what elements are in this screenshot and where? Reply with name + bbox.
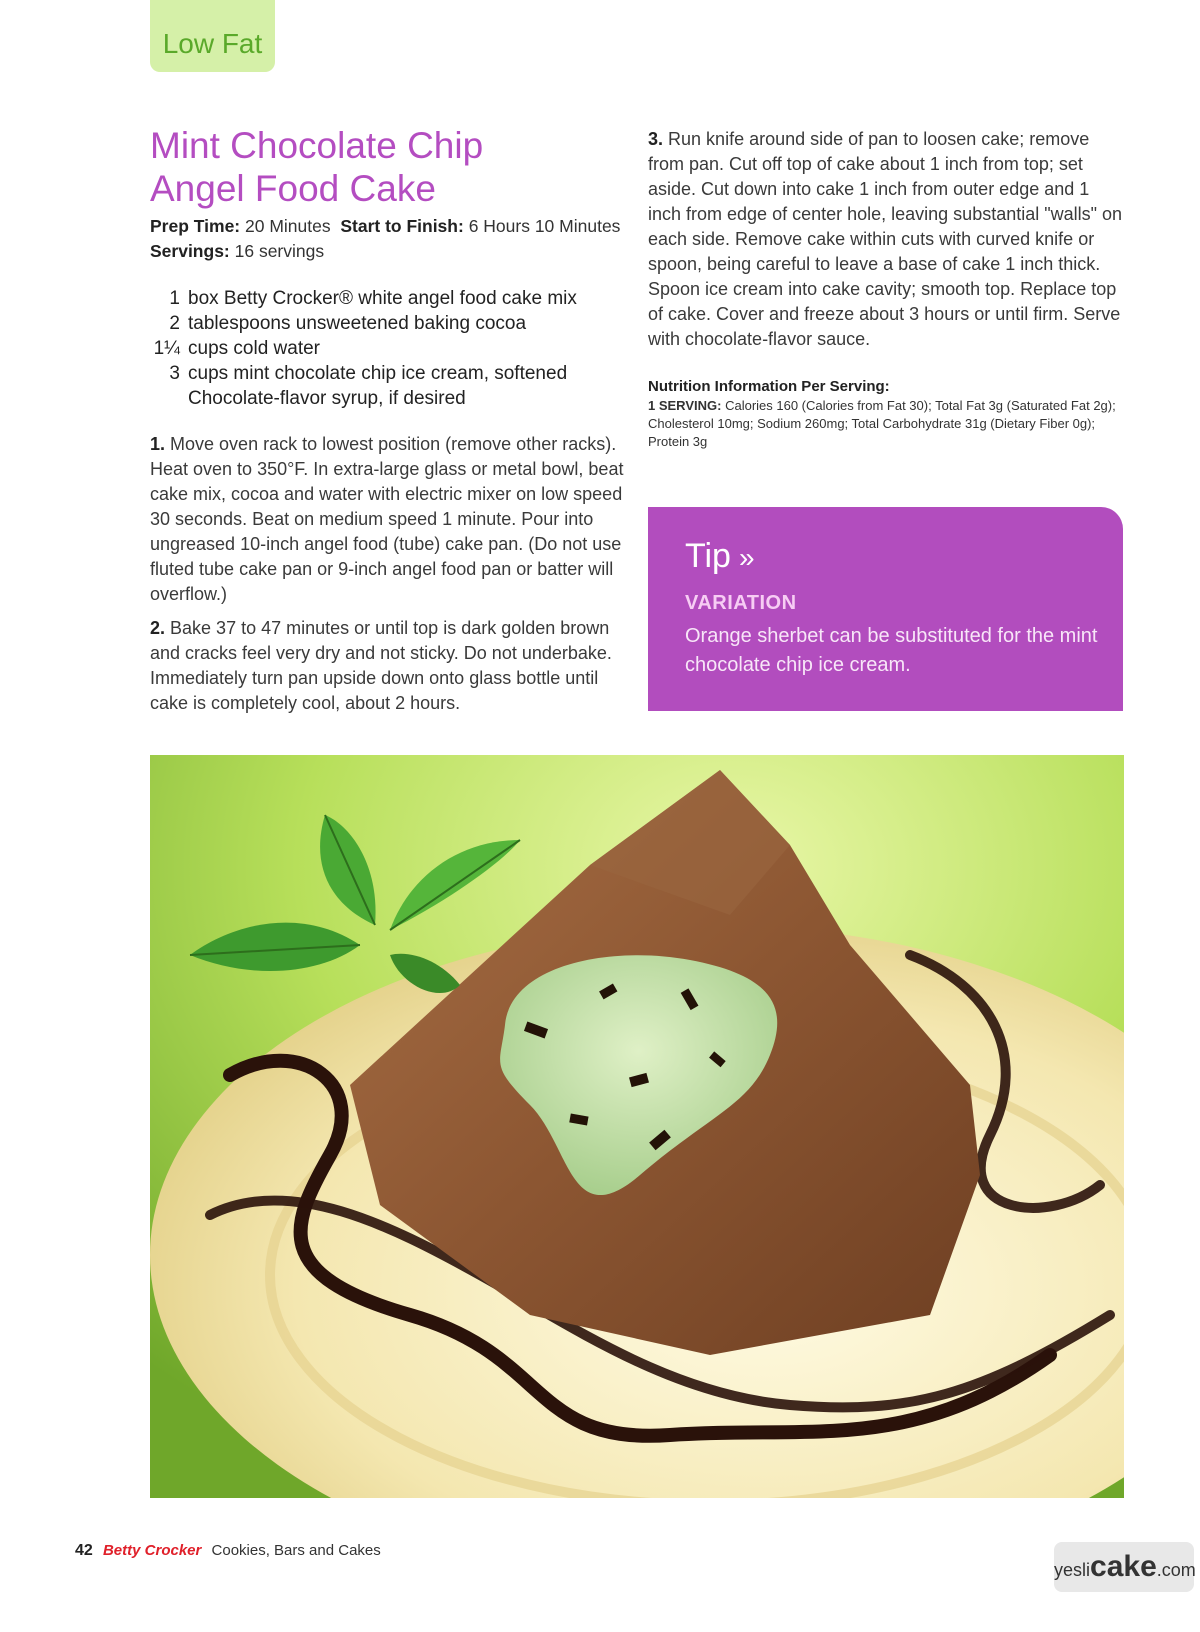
direction-step: [150, 616, 625, 716]
ingredient-text: box Betty Crocker® white angel food cake mix: [188, 288, 577, 309]
ingredient-text: tablespoons unsweetened baking cocoa: [188, 313, 527, 334]
tip-text: Orange sherbet can be substituted for the mint chocolate chip ice cream.: [685, 625, 1098, 676]
ingredient-text: cups cold water: [188, 338, 321, 359]
nutrition-heading: Nutrition Information Per Serving:: [648, 378, 890, 395]
ingredient-item: [150, 336, 620, 361]
ingredients-list: [150, 286, 620, 411]
recipe-title-line1: Mint Chocolate Chip: [150, 125, 484, 166]
step-text: Bake 37 to 47 minutes or until top is dark golden brown and cracks feel very dry and not sticky. Do not underbake. Immediately turn pan upside down onto glass bottle until cake is completely cool, about 2 hours.: [150, 618, 612, 713]
start-to-finish-label: Start to Finish:: [340, 216, 464, 236]
page-footer: [75, 1542, 381, 1560]
ingredient-qty: 2: [169, 313, 180, 334]
ingredient-item: [150, 361, 620, 386]
watermark-prefix: yesli: [1054, 1560, 1091, 1580]
prep-time-label: Prep Time:: [150, 216, 241, 236]
recipe-title-line2: Angel Food Cake: [150, 168, 436, 209]
servings-label: Servings:: [150, 241, 230, 261]
nutrition-info: [648, 378, 1118, 451]
cake-photo: [150, 755, 1124, 1498]
direction-step: [648, 127, 1123, 352]
watermark-logo: [1054, 1542, 1194, 1592]
double-chevron-right-icon: »: [738, 542, 755, 573]
step-number: 2.: [150, 618, 166, 638]
directions-left-column: [150, 432, 625, 725]
nutrition-text: Calories 160 (Calories from Fat 30); Total Fat 3g (Saturated Fat 2g); Cholesterol 10mg; Sodium 260mg; Total Carbohydrate 31g (Dietary Fiber 0g); Protein 3g: [648, 398, 1116, 449]
step-text: Move oven rack to lowest position (remove other racks). Heat oven to 350°F. In extra-large glass or metal bowl, beat cake mix, cocoa and water with electric mixer on low speed 30 seconds. Beat on medium speed 1 minute. Pour into ungreased 10-inch angel food (tube) cake pan. (Do not use fluted tube cake pan or 9-inch angel food pan or batter will overflow.): [150, 434, 624, 604]
book-title: Cookies, Bars and Cakes: [211, 1542, 381, 1559]
prep-time-value: 20 Minutes: [245, 216, 331, 236]
nutrition-serving-label: 1 SERVING:: [648, 398, 722, 413]
recipe-meta: [150, 214, 630, 264]
ingredient-qty: 1: [169, 288, 180, 309]
ingredient-qty: 1¼: [153, 338, 180, 359]
ingredient-item: [150, 286, 620, 311]
step-number: 1.: [150, 434, 166, 454]
watermark-big: cake: [1090, 1550, 1157, 1583]
directions-right-column: [648, 127, 1123, 361]
tip-variation-label: VARIATION: [685, 592, 797, 614]
ingredient-text: cups mint chocolate chip ice cream, softened: [188, 363, 568, 384]
ingredient-qty: 3: [169, 363, 180, 384]
start-to-finish-value: 6 Hours 10 Minutes: [468, 216, 621, 236]
tip-title: [685, 537, 755, 576]
page-number: 42: [75, 1542, 93, 1559]
tip-title-text: Tip: [685, 537, 731, 575]
watermark-suffix: .com: [1156, 1560, 1196, 1580]
ingredient-qty: [150, 386, 188, 411]
step-text: Run knife around side of pan to loosen cake; remove from pan. Cut off top of cake about 1 inch from top; set aside. Cut down into cake 1 inch from outer edge and 1 inch from edge of center hole, leaving substantial "walls" on each side. Remove cake within cuts with curved knife or spoon, being careful to leave a base of cake 1 inch thick. Spoon ice cream into cake cavity; smooth top. Replace top of cake. Cover and freeze about 3 hours or until firm. Serve with chocolate-flavor sauce.: [648, 129, 1123, 349]
recipe-title: [150, 124, 620, 210]
servings-value: 16 servings: [234, 241, 325, 261]
ingredient-text: Chocolate-flavor syrup, if desired: [188, 388, 466, 409]
step-number: 3.: [648, 129, 664, 149]
ingredient-item: [150, 311, 620, 336]
brand-name: Betty Crocker: [102, 1542, 202, 1559]
cake-photo-illustration: [150, 755, 1124, 1498]
direction-step: [150, 432, 625, 607]
tip-box: [648, 507, 1123, 711]
category-tag: Low Fat: [150, 0, 275, 72]
ingredient-item: [150, 386, 620, 411]
